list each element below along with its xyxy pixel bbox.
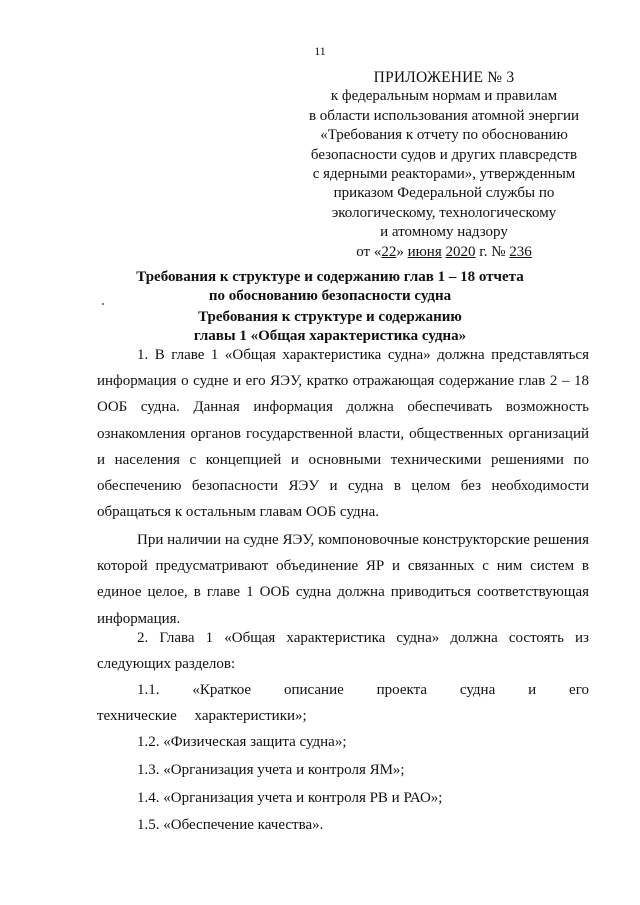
date-suffix: г. №	[475, 243, 510, 260]
page-number: 11	[314, 44, 326, 58]
appendix-date-line	[298, 243, 590, 262]
sub-heading-line: главы 1 «Общая характеристика судна»	[193, 328, 467, 344]
date-month: июня	[407, 243, 442, 260]
date-year: 2020	[445, 243, 476, 260]
sub-heading-line: Требования к структуре и содержанию	[198, 309, 462, 325]
section-list-item: 1.2. «Физическая защита судна»;	[137, 734, 347, 750]
section-list-item: 1.1. «Краткое описание проекта судна и его технические характеристики»;	[97, 682, 589, 725]
appendix-line: безопасности судов и других плавсредств	[310, 146, 578, 163]
appendix-title: ПРИЛОЖЕНИЕ № 3	[373, 69, 515, 86]
main-heading	[60, 268, 600, 306]
date-prefix: от «	[356, 243, 382, 260]
scan-speck	[102, 303, 104, 305]
paragraph: 2. Глава 1 «Общая характеристика судна» должна состоять из следующих разделов:	[97, 630, 589, 673]
appendix-line: «Требования к отчету по обоснованию	[320, 127, 568, 144]
appendix-line: и атомному надзору	[380, 224, 508, 241]
appendix-line: с ядерными реакторами», утвержденным	[312, 166, 576, 183]
appendix-line: к федеральным нормам и правилам	[330, 88, 558, 105]
appendix-block	[298, 68, 590, 262]
section-list-item: 1.3. «Организация учета и контроля ЯМ»;	[137, 762, 405, 778]
main-heading-line: Требования к структуре и содержанию глав 1 – 18 отчета	[136, 269, 524, 285]
paragraph: При наличии на судне ЯЭУ, компоновочные конструкторские решения которой предусматривают объединение ЯР и связанных с ним систем в единое целое, в главе 1 ООБ судна должна приводиться соответствующая информация.	[97, 532, 589, 627]
paragraph: 1. В главе 1 «Общая характеристика судна» должна представляться информация о судне и его ЯЭУ, кратко отражающая содержание глав 2 – 18 ООБ судна. Данная информация должна обеспечивать возможность ознакомления органов государственной власти, общественных организаций и населения с концепцией и основными техническими решениями по обеспечению безопасности ЯЭУ и судна в целом без необходимости обращаться к остальным главам ООБ судна.	[97, 347, 589, 521]
section-list-item: 1.5. «Обеспечение качества».	[137, 817, 324, 833]
order-number: 236	[509, 243, 532, 260]
date-day: 22	[381, 243, 397, 260]
main-heading-line: по обоснованию безопасности судна	[208, 288, 452, 304]
date-mid: »	[396, 243, 408, 260]
appendix-line: приказом Федеральной службы по	[333, 185, 555, 202]
section-list-item: 1.4. «Организация учета и контроля РВ и РАО»;	[137, 790, 443, 806]
appendix-line: экологическому, технологическому	[331, 204, 557, 221]
appendix-line: в области использования атомной энергии	[308, 107, 580, 124]
sub-heading	[60, 308, 600, 346]
